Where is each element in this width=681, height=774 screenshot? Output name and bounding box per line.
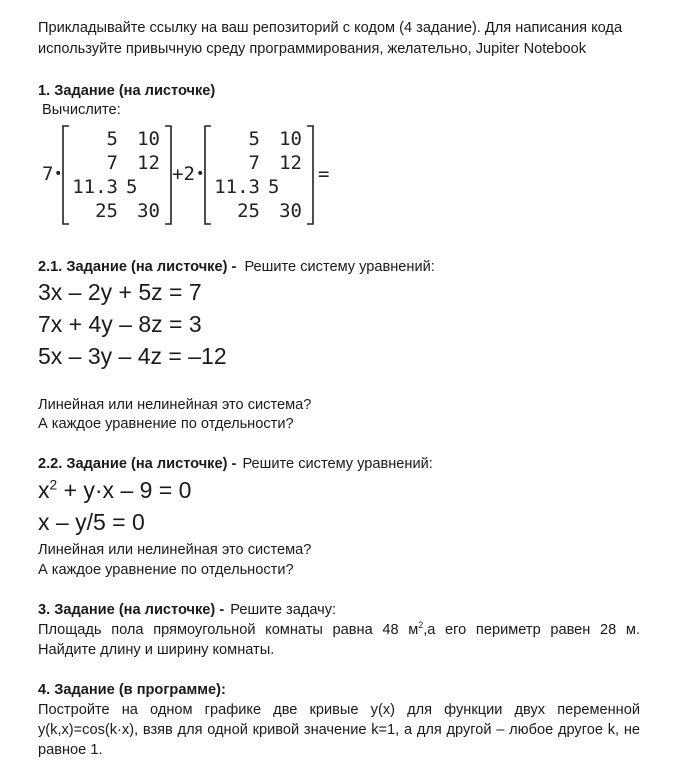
task3-line1-exponent: 2 xyxy=(418,620,424,631)
coefficient-7: 7 xyxy=(42,163,54,185)
task3-heading-line xyxy=(38,600,336,620)
matrix-1-cell-r2c2: 12 xyxy=(137,152,160,174)
task3-line-1 xyxy=(38,620,640,640)
task22-eq1-base: x xyxy=(38,477,50,503)
task3-text: Решите задачу: xyxy=(230,602,337,618)
matrix-1-cell-r3c2: 5 xyxy=(126,176,138,198)
task22-eq1-exponent: 2 xyxy=(49,477,58,493)
matrix-2-cell-r4c1: 25 xyxy=(237,200,260,222)
task4-line-2: y(k,x)=cos(k·x), взяв для одной кривой значение k=1, а для другой – любое другое k, не xyxy=(38,722,640,738)
matrix-2-cell-r3c2: 5 xyxy=(268,176,280,198)
task3-line1-b: ,а его периметр равен 28 м. xyxy=(423,622,641,638)
task4-line-1: Постройте на одном графике две кривые y(x) для функции двух переменной xyxy=(38,702,640,718)
task1-heading: 1. Задание (на листочке) xyxy=(38,83,216,99)
task4-line-3: равное 1. xyxy=(38,742,103,758)
task22-question-2: А каждое уравнение по отдельности? xyxy=(38,562,294,578)
matrix-1-cell-r4c2: 30 xyxy=(137,200,160,222)
matrix-2-cell-r3c1: 11.3 xyxy=(214,176,260,198)
task3-line1-a: Площадь пола прямоугольной комнаты равна 48 м xyxy=(38,622,419,638)
coefficient-2: +2 xyxy=(172,163,195,185)
task21-question-2: А каждое уравнение по отдельности? xyxy=(38,416,294,432)
matrix-1-cell-r4c1: 25 xyxy=(95,200,118,222)
task22-heading: 2.2. Задание (на листочке) - xyxy=(38,456,237,472)
matrix-1-cell-r3c1: 11.3 xyxy=(72,176,118,198)
matrix-2-cell-r1c2: 10 xyxy=(279,128,302,150)
matrix-2-cell-r2c1: 7 xyxy=(248,152,260,174)
multiply-dot-2: • xyxy=(196,166,205,182)
task22-equation-2: x – y/5 = 0 xyxy=(38,509,145,535)
equals-sign: = xyxy=(318,163,330,185)
task4-heading: 4. Задание (в программе): xyxy=(38,682,226,698)
matrix-2-cell-r2c2: 12 xyxy=(279,152,302,174)
intro-line-2: используйте привычную среду программирования, желательно, Jupiter Notebook xyxy=(38,41,587,57)
matrix-1-cell-r2c1: 7 xyxy=(106,152,118,174)
task22-heading-line xyxy=(38,454,433,474)
task22-text: Решите систему уравнений: xyxy=(242,456,433,472)
task22-eq1-rest: + y·x – 9 = 0 xyxy=(57,477,192,503)
matrix-2 xyxy=(204,125,314,225)
task22-equation-1 xyxy=(38,476,191,504)
intro-line-1: Прикладывайте ссылку на ваш репозиторий с кодом (4 задание). Для написания кода xyxy=(38,20,623,36)
matrix-1-cell-r1c2: 10 xyxy=(137,128,160,150)
task21-heading-line xyxy=(38,257,435,277)
task21-text: Решите систему уравнений: xyxy=(244,259,435,275)
matrix-2-cell-r1c1: 5 xyxy=(248,128,260,150)
task21-question-1: Линейная или нелинейная это система? xyxy=(38,397,312,413)
matrix-1-cell-r1c1: 5 xyxy=(106,128,118,150)
task21-heading: 2.1. Задание (на листочке) - xyxy=(38,259,237,275)
task3-heading: 3. Задание (на листочке) - xyxy=(38,602,225,618)
task3-line-2: Найдите длину и ширину комнаты. xyxy=(38,642,275,658)
task1-subheading: Вычислите: xyxy=(42,102,121,118)
task22-question-1: Линейная или нелинейная это система? xyxy=(38,542,312,558)
task21-equation-3: 5x – 3y – 4z = –12 xyxy=(38,343,227,369)
multiply-dot-1: • xyxy=(54,166,63,182)
task21-equation-2: 7x + 4y – 8z = 3 xyxy=(38,311,202,337)
matrix-1 xyxy=(62,125,172,225)
task21-equation-1: 3x – 2y + 5z = 7 xyxy=(38,279,202,305)
matrix-2-cell-r4c2: 30 xyxy=(279,200,302,222)
